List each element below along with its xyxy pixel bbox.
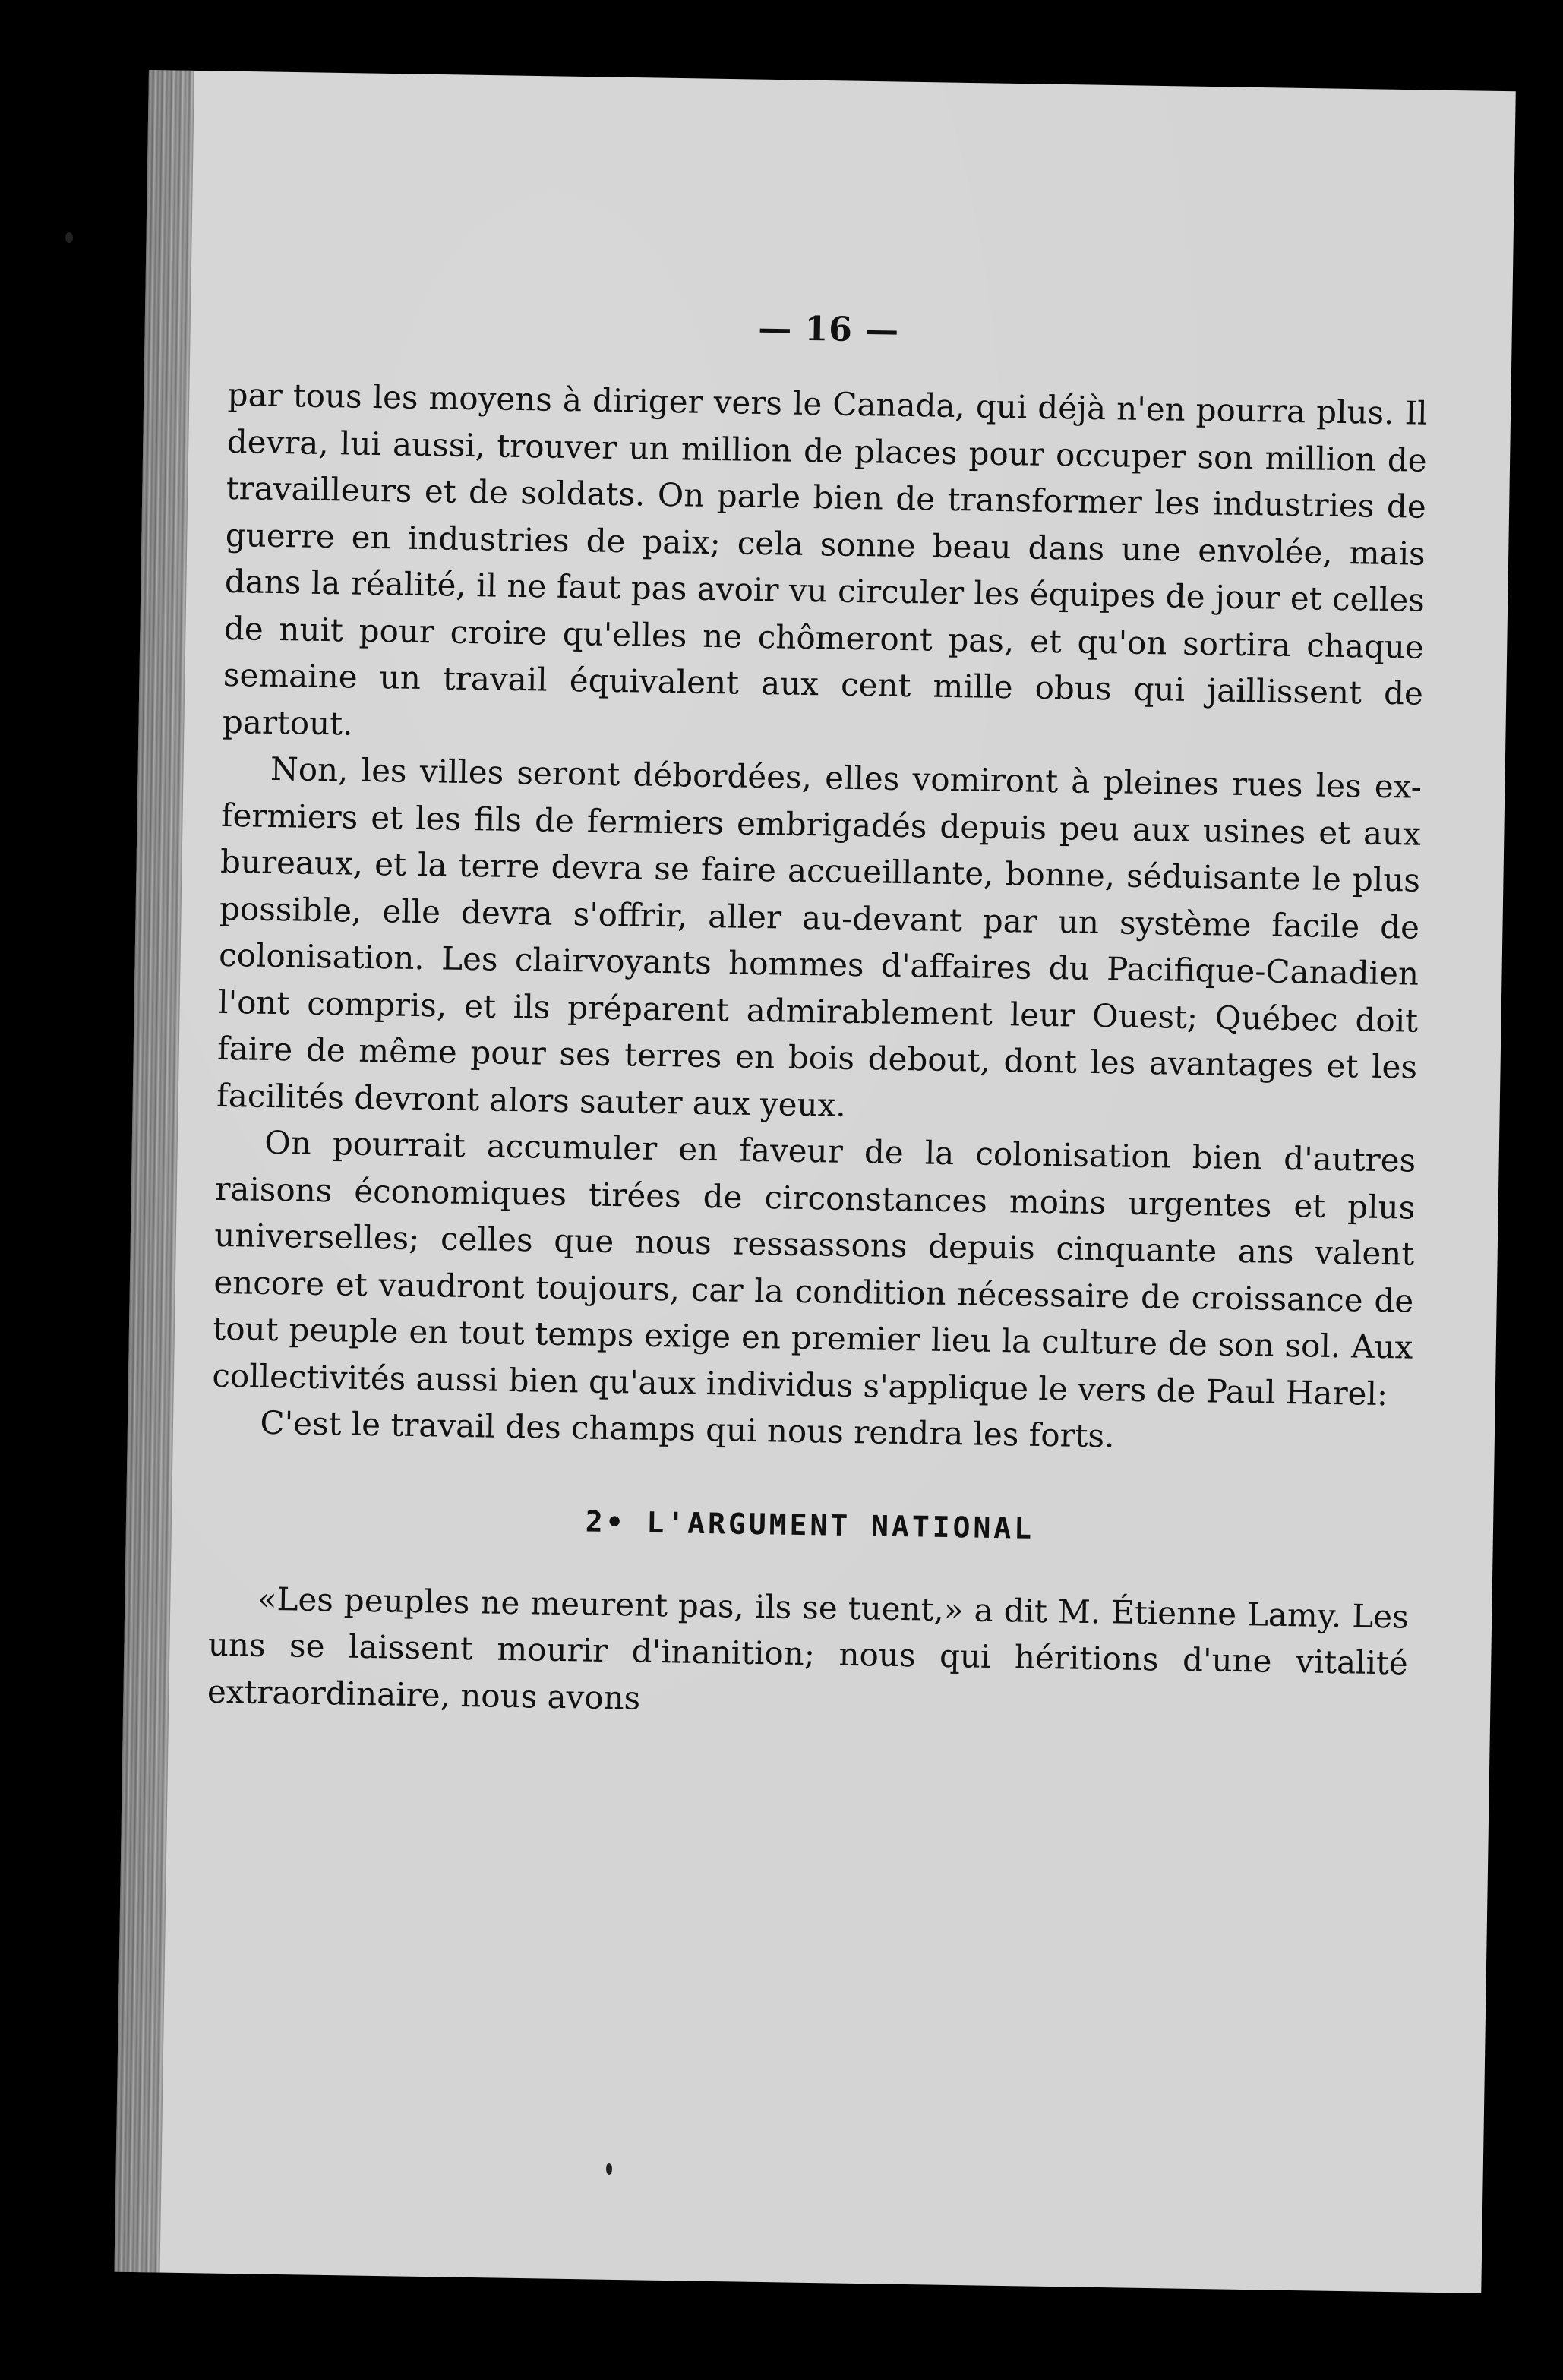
paragraph-cities: Non, les villes seront débordées, elles vomiront à pleines rues les ex-fermiers et les fils de fermiers embrigadés depuis peu aux usines et aux bureaux, et la terre devra se faire accueillante, bonne, séduisante le plus possible, elle devra s'offrir, aller au-devant par un système facile de colonisation. Les clairvoyants hommes d'affaires du Pacifique-Canadien l'ont compris, et ils préparent admirablement leur Ouest; Québec doit faire de même pour ses terres en bois debout, dont les avantages et les facilités devront alors sauter aux yeux. bbox=[216, 750, 1422, 1124]
quoted-verse: C'est le travail des champs qui nous rendra les forts. bbox=[260, 1403, 1115, 1455]
paragraph-economic-reasons: On pourrait accumuler en faveur de la colonisation bien d'autres raisons économiques tirées de circonstances moins urgentes et plus universelles; celles que nous ressassons depuis cinquante ans valent encore et vaudront toujours, car la condition nécessaire de croissance de tout peuple en tout temps exige en premier lieu la culture de son sol. Aux collectivités aussi bien qu'aux individus s'applique le vers de Paul Harel: bbox=[212, 1123, 1416, 1413]
book-binding-edge bbox=[114, 70, 194, 2273]
paragraph-continuation: par tous les moyens à diriger vers le Canada, qui déjà n'en pourra plus. Il devra, lui aussi, trouver un million de places pour occuper son million de travailleurs et de soldats. On parle bien de transformer les industries de guerre en industries de paix; cela sonne beau dans une envolée, mais dans la réalité, il ne faut pas avoir vu circuler les équipes de jour et celles de nuit pour croire qu'elles ne chômeront pas, et qu'on sortira chaque semaine un travail équivalent aux cent mille obus qui jaillissent de partout. bbox=[222, 375, 1428, 743]
dust-speck bbox=[606, 2163, 612, 2175]
page-number: — 16 — bbox=[757, 308, 900, 350]
section-heading: 2• L'ARGUMENT NATIONAL bbox=[585, 1504, 1035, 1545]
dust-speck bbox=[65, 232, 73, 243]
page-text-body bbox=[207, 94, 1432, 1734]
paragraph-national-argument: «Les peuples ne meurent pas, ils se tuent,» a dit M. Étienne Lamy. Les uns se laissent mourir d'inanition; nous qui héritions d'une vitalité extraordinaire, nous avons bbox=[207, 1580, 1410, 1717]
